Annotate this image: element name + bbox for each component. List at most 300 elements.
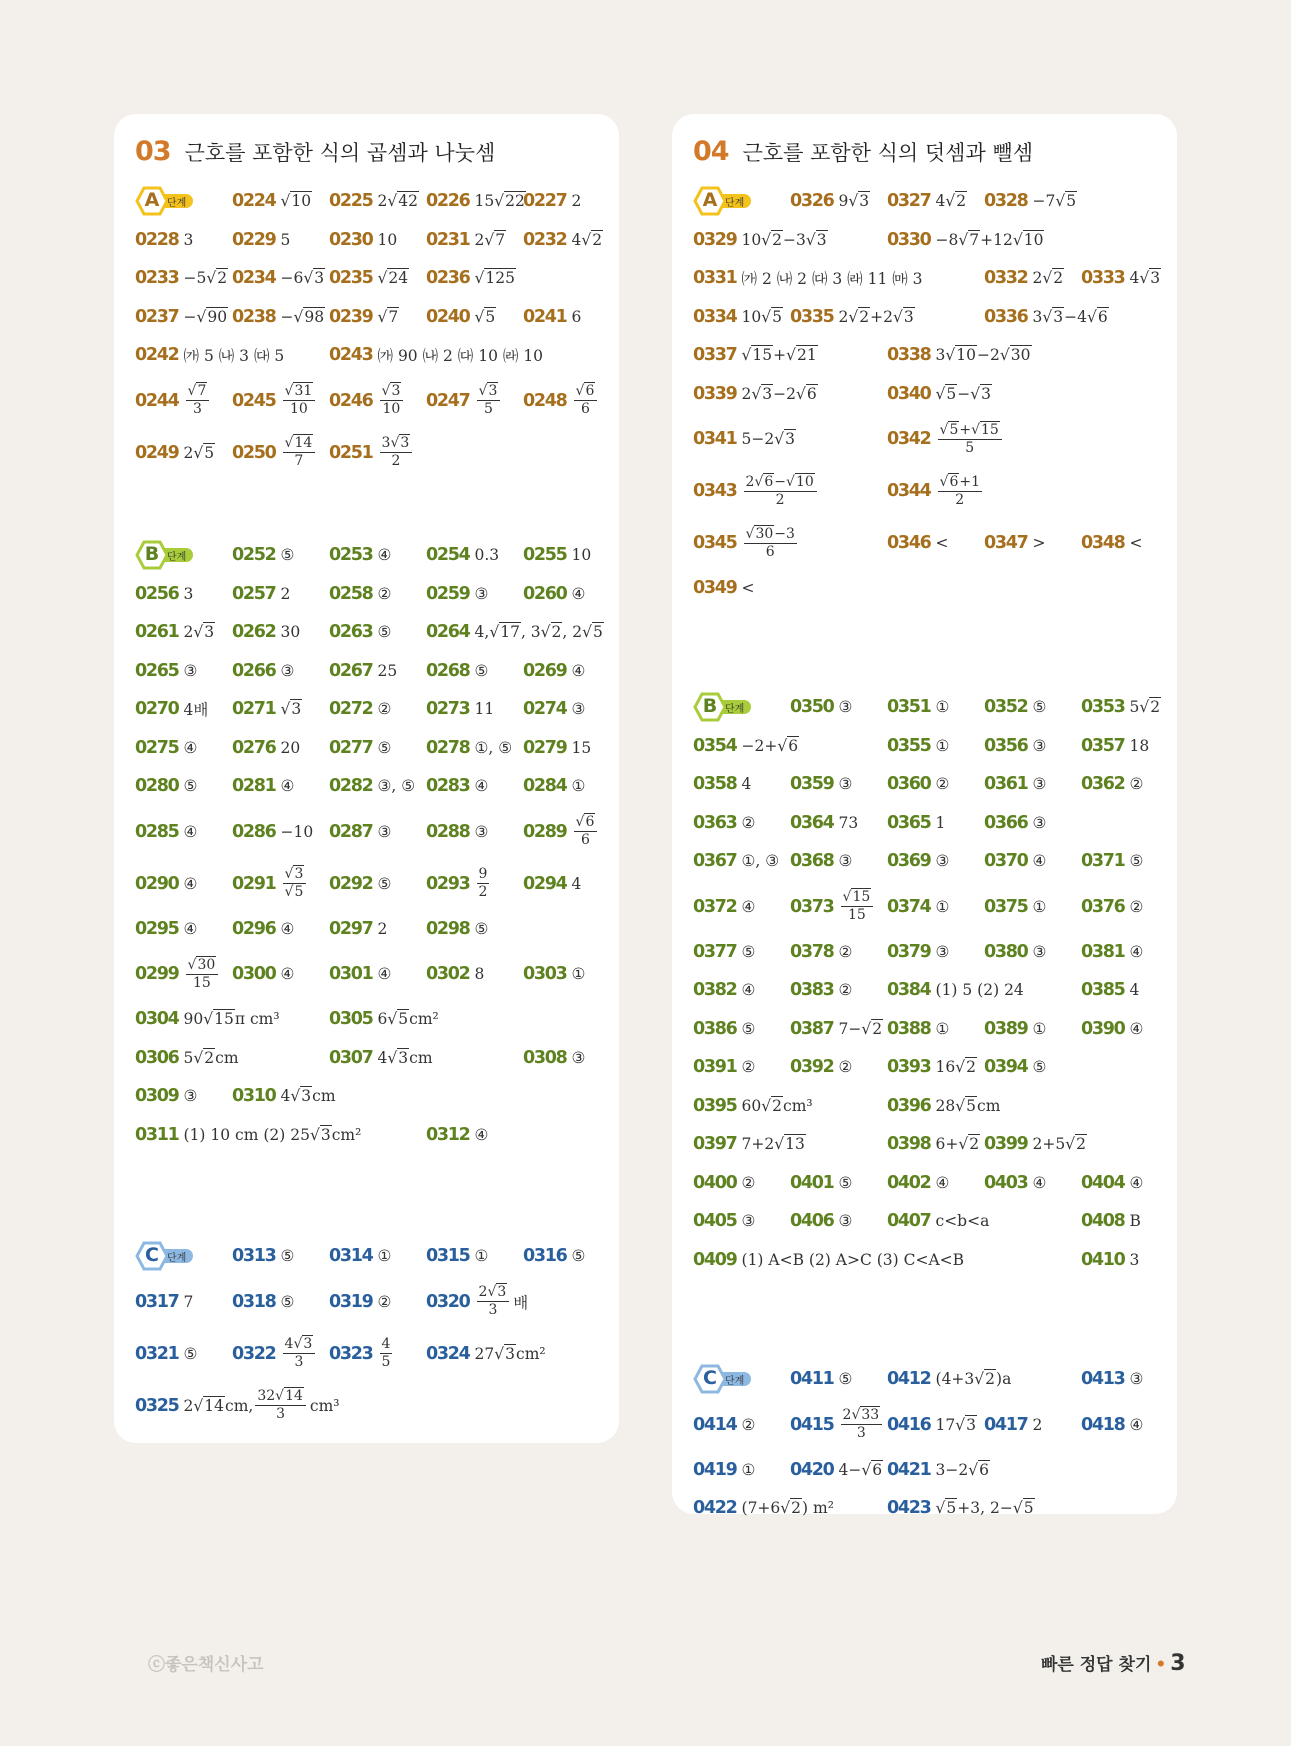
radicand: 2	[1150, 698, 1161, 717]
answer-row	[672, 1362, 1177, 1396]
radical: √22	[494, 192, 525, 211]
answer-value	[839, 1407, 885, 1442]
answer-value	[281, 866, 309, 901]
answer-value: 5−2 √3	[741, 430, 795, 448]
problem-number: 0372	[693, 896, 737, 917]
answer-item	[523, 654, 585, 688]
denominator: 10	[289, 401, 308, 417]
problem-number: 0326	[790, 191, 834, 212]
answer-value	[281, 1336, 318, 1371]
answer-item	[523, 815, 599, 849]
problem-number: 0260	[523, 583, 567, 604]
answer-row	[672, 890, 1177, 924]
radicand: 15	[752, 346, 773, 365]
answer-value: 18	[1129, 736, 1150, 755]
answer-item	[523, 384, 599, 418]
radicand: 3	[391, 383, 401, 399]
problem-number: 0421	[887, 1459, 931, 1480]
answer-value: 4	[741, 775, 752, 794]
radicand: 13	[785, 1135, 805, 1154]
answer-value: √5 − √3	[935, 384, 992, 403]
answer-value: √15 + √21	[741, 346, 817, 365]
radicand: 3	[1053, 307, 1064, 326]
radical: √6	[1087, 307, 1108, 326]
answer-value: ③	[741, 1212, 756, 1231]
problem-number: 0391	[693, 1057, 737, 1078]
problem-number: 0393	[887, 1057, 931, 1078]
problem-number: 0251	[329, 442, 373, 463]
problem-number: 0306	[135, 1047, 179, 1068]
problem-number: 0264	[426, 622, 470, 643]
answer-item	[135, 338, 284, 372]
answer-item	[887, 422, 1004, 456]
answer-value: 2	[280, 584, 291, 603]
answer-value: 6+ √2	[935, 1135, 980, 1154]
answer-value: 15	[571, 738, 592, 757]
answer-value: 4− √6	[838, 1460, 883, 1479]
answer-value: ⑤	[474, 919, 489, 938]
radicand: 22	[505, 192, 525, 211]
badge-letter: C	[703, 1367, 717, 1390]
answer-item	[1081, 526, 1143, 560]
problem-number: 0373	[790, 896, 834, 917]
answer-value: ①	[571, 965, 586, 983]
level-badge-c	[693, 1364, 753, 1394]
badge-label: 단계	[167, 198, 187, 210]
answer-row	[672, 223, 1177, 257]
radicand: 2	[956, 192, 967, 211]
answer-value: ①, ③	[741, 852, 780, 871]
radicand: 2	[1053, 269, 1064, 288]
problem-number: 0237	[135, 306, 179, 327]
answer-row	[114, 384, 619, 418]
answer-value: 2 √7	[474, 230, 506, 249]
problem-number: 0389	[984, 1018, 1028, 1039]
answer-value: 4배	[183, 701, 209, 720]
radical: √3	[390, 435, 410, 451]
problem-number: 0321	[135, 1343, 179, 1364]
answer-value: 20	[280, 738, 301, 757]
denominator: 6	[580, 401, 590, 417]
answer-value: 3	[1129, 1250, 1140, 1269]
problem-number: 0361	[984, 774, 1028, 795]
answer-row	[672, 1127, 1177, 1161]
radicand: 2	[872, 1019, 883, 1038]
answer-item	[232, 615, 300, 649]
answer-row	[114, 957, 619, 991]
answer-value: 2 √5	[183, 443, 215, 462]
answer-value: −2+ √6	[741, 736, 799, 755]
problem-number: 0257	[232, 583, 276, 604]
radical: √17	[489, 623, 520, 642]
problem-number: 0241	[523, 306, 567, 327]
answer-row	[672, 184, 1177, 218]
answer-item	[887, 474, 984, 508]
radical: √42	[387, 192, 419, 211]
answer-item	[135, 223, 193, 257]
problem-number: 0353	[1081, 697, 1125, 718]
problem-number: 0303	[523, 964, 567, 984]
answer-value	[378, 383, 406, 418]
answer-item	[232, 300, 325, 334]
problem-number: 0226	[426, 191, 470, 212]
answer-item	[523, 538, 591, 572]
answer-item	[790, 935, 852, 969]
answer-value: (1) 10 cm (2) 25 √3 cm²	[183, 1125, 362, 1144]
problem-number: 0301	[329, 964, 373, 984]
answer-value: ④	[1129, 1415, 1144, 1434]
section-title	[693, 136, 1033, 167]
answer-item	[693, 1050, 755, 1084]
numerator: 32√14	[255, 1388, 306, 1406]
denominator: 6	[765, 543, 775, 560]
problem-number: 0254	[426, 545, 470, 566]
answer-item	[1081, 935, 1143, 969]
problem-number: 0319	[329, 1291, 373, 1312]
fraction	[938, 474, 982, 509]
answer-value: ④	[935, 1173, 950, 1192]
answer-item	[329, 692, 391, 726]
radical: √6	[939, 473, 959, 490]
radicand: 42	[398, 192, 419, 211]
radical: √7	[958, 230, 980, 249]
problem-number: 0246	[329, 390, 373, 411]
radical: √3	[487, 1284, 507, 1300]
answer-item	[887, 1050, 977, 1084]
denominator: 2	[478, 884, 488, 900]
radical: √14	[275, 1388, 303, 1404]
answer-value: ①	[935, 698, 950, 717]
radicand: 6	[788, 736, 799, 755]
answer-value: ①	[571, 777, 586, 796]
problem-number: 0329	[693, 229, 737, 250]
answer-value: 11	[474, 700, 495, 719]
fraction	[744, 474, 817, 509]
problem-number: 0407	[887, 1211, 931, 1232]
answer-item	[232, 867, 308, 901]
answer-value: ⑤	[838, 1370, 853, 1389]
radicand: 5	[946, 384, 957, 403]
badge-letter: B	[702, 695, 718, 718]
answer-value: −6 √3	[280, 269, 325, 288]
answer-value: 6 √5 cm²	[377, 1010, 439, 1029]
radicand: 14	[204, 1396, 225, 1415]
answer-item	[329, 769, 415, 803]
radical: √7	[484, 230, 506, 249]
answer-value: (1) 5 (2) 24	[935, 981, 1024, 1000]
answer-value: ③	[377, 822, 392, 841]
answer-item	[693, 1012, 755, 1046]
answer-item	[135, 957, 220, 991]
answer-item	[523, 957, 585, 991]
answer-value: ㈎ 5 ㈏ 3 ㈐ 5	[183, 347, 285, 366]
answer-item	[790, 1012, 883, 1046]
problem-number: 0333	[1081, 268, 1125, 289]
answer-item	[329, 731, 391, 765]
problem-number: 0288	[426, 821, 470, 842]
answer-value: 2	[1032, 1415, 1043, 1434]
answer-item	[329, 538, 391, 572]
answer-value: ④	[280, 919, 295, 938]
problem-number: 0299	[135, 964, 179, 984]
answer-item	[232, 184, 312, 218]
radicand: 2	[1076, 1135, 1086, 1154]
radical: √2	[955, 1058, 977, 1077]
answer-item	[329, 1337, 394, 1371]
answer-item	[984, 1012, 1046, 1046]
answer-item	[426, 223, 506, 257]
problem-number: 0249	[135, 442, 179, 463]
answer-value	[378, 308, 400, 326]
radical: √2	[974, 1370, 996, 1389]
problem-number: 0415	[790, 1414, 834, 1435]
answer-value: 15 √22	[474, 192, 525, 211]
answer-item	[1081, 261, 1161, 295]
problem-number: 0240	[426, 306, 470, 327]
answer-row	[114, 223, 619, 257]
answer-value	[475, 269, 516, 287]
answer-value: 7	[183, 1292, 194, 1311]
answer-value: ③	[1032, 736, 1047, 755]
answer-item	[232, 769, 294, 803]
answer-value: ⑤	[280, 1292, 295, 1311]
answer-item	[1081, 844, 1143, 878]
answer-value: 3	[183, 584, 194, 603]
answer-item	[426, 912, 488, 946]
answer-item	[1081, 1012, 1143, 1046]
problem-number: 0324	[426, 1343, 470, 1364]
radical: √6	[575, 383, 595, 399]
problem-number: 0411	[790, 1369, 834, 1390]
problem-number: 0227	[523, 191, 567, 212]
answer-item	[523, 769, 585, 803]
answer-value: 10 √5	[741, 307, 783, 326]
radicand: 5	[593, 623, 603, 642]
problem-number: 0386	[693, 1018, 737, 1039]
radical: √2	[1139, 698, 1161, 717]
answer-item	[426, 654, 488, 688]
problem-number: 0351	[887, 697, 931, 718]
problem-number: 0419	[693, 1459, 737, 1480]
answer-item	[693, 973, 755, 1007]
answer-value: ②	[741, 1173, 756, 1192]
answer-item	[693, 300, 783, 334]
answer-item	[693, 1204, 755, 1238]
answer-value: ①	[935, 736, 950, 755]
answer-row	[672, 261, 1177, 295]
answer-value	[936, 474, 984, 509]
answer-value: ②	[377, 700, 392, 719]
numerator: 4	[381, 1336, 391, 1352]
answer-value: ㈎ 2 ㈏ 2 ㈐ 3 ㈑ 11 ㈒ 3	[741, 270, 923, 289]
answer-value: 2 √3 −2 √6	[741, 384, 817, 403]
radicand: 3	[859, 192, 870, 211]
answer-row	[114, 1337, 619, 1371]
answer-item	[523, 577, 585, 611]
answer-value	[281, 192, 313, 210]
answer-item	[887, 973, 1024, 1007]
problem-number: 0347	[984, 533, 1028, 553]
answer-item	[232, 692, 302, 726]
problem-number: 0414	[693, 1414, 737, 1435]
problem-number: 0397	[693, 1134, 737, 1155]
answer-item	[232, 436, 317, 470]
radicand: 5	[294, 884, 304, 900]
problem-number: 0338	[887, 345, 931, 366]
answer-item	[693, 767, 751, 801]
answer-row	[114, 1079, 619, 1113]
problem-number: 0365	[887, 812, 931, 833]
problem-number: 0380	[984, 941, 1028, 962]
fraction	[841, 889, 874, 924]
problem-number: 0305	[329, 1009, 373, 1030]
answer-item	[887, 1127, 980, 1161]
radical: √3	[848, 192, 870, 211]
problem-number: 0376	[1081, 896, 1125, 917]
radical: √2	[540, 623, 562, 642]
radical: √2	[861, 1019, 883, 1038]
level-badge-b	[135, 540, 195, 570]
fraction	[283, 435, 316, 470]
radicand: 7	[197, 383, 207, 399]
problem-number: 0336	[984, 306, 1028, 327]
answer-value	[184, 383, 212, 418]
problem-number: 0390	[1081, 1018, 1125, 1039]
radicand: 2	[772, 230, 783, 249]
answer-row	[114, 692, 619, 726]
problem-number: 0231	[426, 229, 470, 250]
answer-item	[790, 1362, 852, 1396]
answer-item	[329, 261, 409, 295]
problem-number: 0371	[1081, 851, 1125, 872]
radical: √3	[893, 307, 914, 326]
problem-number: 0401	[790, 1172, 834, 1193]
problem-number: 0311	[135, 1124, 179, 1145]
answer-item	[887, 1453, 990, 1487]
radicand: 7	[969, 230, 980, 249]
answer-item	[135, 692, 208, 726]
problem-number: 0308	[523, 1047, 567, 1068]
answer-value: ④	[474, 777, 489, 796]
answer-value: ④	[377, 546, 392, 565]
radicand: 15	[981, 421, 999, 438]
problem-number: 0360	[887, 774, 931, 795]
numerator: √6+1	[939, 473, 980, 490]
answer-item	[232, 538, 294, 572]
answer-row	[114, 338, 619, 372]
answer-value: ①	[377, 1247, 392, 1266]
answer-item	[426, 867, 491, 901]
radicand: 30	[755, 525, 774, 542]
problem-number: 0313	[232, 1246, 276, 1267]
answer-value: ①	[741, 1460, 756, 1479]
answer-value: ⑤	[377, 874, 392, 893]
answer-value: ④	[1032, 1173, 1047, 1192]
radical: √3	[290, 1087, 312, 1106]
answer-item	[232, 1239, 294, 1273]
answer-item	[693, 1408, 755, 1442]
answer-item	[329, 957, 391, 991]
radicand: 3	[314, 269, 325, 288]
problem-number: 0232	[523, 229, 567, 250]
problem-number: 0272	[329, 699, 373, 720]
radical: √5	[1055, 192, 1077, 211]
badge-label: 단계	[725, 704, 745, 716]
problem-number: 0364	[790, 812, 834, 833]
answer-item	[1081, 1362, 1143, 1396]
answer-item	[790, 890, 875, 924]
problem-number: 0350	[790, 697, 834, 718]
answer-item	[329, 184, 419, 218]
radicand: 6	[806, 384, 817, 403]
problem-number: 0340	[887, 383, 931, 404]
problem-number: 0285	[135, 821, 179, 842]
radical: √2	[945, 192, 967, 211]
answer-row	[672, 1408, 1177, 1442]
radical: √3	[805, 230, 827, 249]
answer-item	[1081, 1166, 1143, 1200]
problem-number: 0270	[135, 699, 179, 720]
badge-label: 단계	[167, 1253, 187, 1265]
answer-value: 10	[377, 230, 398, 249]
answer-item	[426, 1337, 546, 1371]
problem-number: 0289	[523, 821, 567, 842]
radicand: 30	[1010, 346, 1031, 365]
answer-item	[984, 935, 1046, 969]
answer-item	[984, 767, 1046, 801]
answer-value: ④	[474, 1125, 489, 1144]
answer-row	[114, 1285, 619, 1319]
denominator: 3	[276, 1406, 286, 1422]
answer-item	[232, 1337, 317, 1371]
problem-number: 0318	[232, 1291, 276, 1312]
radical: √30	[187, 956, 216, 973]
problem-number: 0259	[426, 583, 470, 604]
radical: √33	[851, 1407, 880, 1423]
answer-value: ④	[1129, 942, 1144, 961]
radical: √30	[745, 525, 774, 542]
problem-number: 0382	[693, 980, 737, 1001]
answer-value: ④	[183, 919, 198, 938]
problem-number: 0331	[693, 268, 737, 289]
problem-number: 0409	[693, 1249, 737, 1270]
answer-value: 4 √3 cm	[377, 1048, 433, 1067]
problem-number: 0312	[426, 1124, 470, 1145]
radicand: 3	[762, 384, 773, 403]
answer-item	[693, 1166, 755, 1200]
problem-number: 0369	[887, 851, 931, 872]
problem-number: 0262	[232, 622, 276, 643]
answer-value: ④	[1129, 1173, 1144, 1192]
answer-value: ④	[280, 777, 295, 796]
radical: √10	[1012, 230, 1044, 249]
answer-value: ②	[377, 584, 392, 603]
denominator: 6	[580, 832, 590, 848]
problem-number: 0412	[887, 1369, 931, 1390]
answer-value: ③	[935, 942, 950, 961]
radical: √2	[848, 307, 870, 326]
answer-item	[887, 184, 967, 218]
answer-item	[135, 436, 215, 470]
answer-value: ①	[1032, 897, 1047, 916]
answer-item	[693, 729, 799, 763]
answer-value	[378, 1336, 395, 1371]
numerator	[477, 383, 501, 401]
answer-item	[984, 1127, 1087, 1161]
answer-value: ④	[1129, 1019, 1144, 1038]
radicand: 3	[204, 623, 215, 642]
problem-number: 0236	[426, 268, 470, 289]
